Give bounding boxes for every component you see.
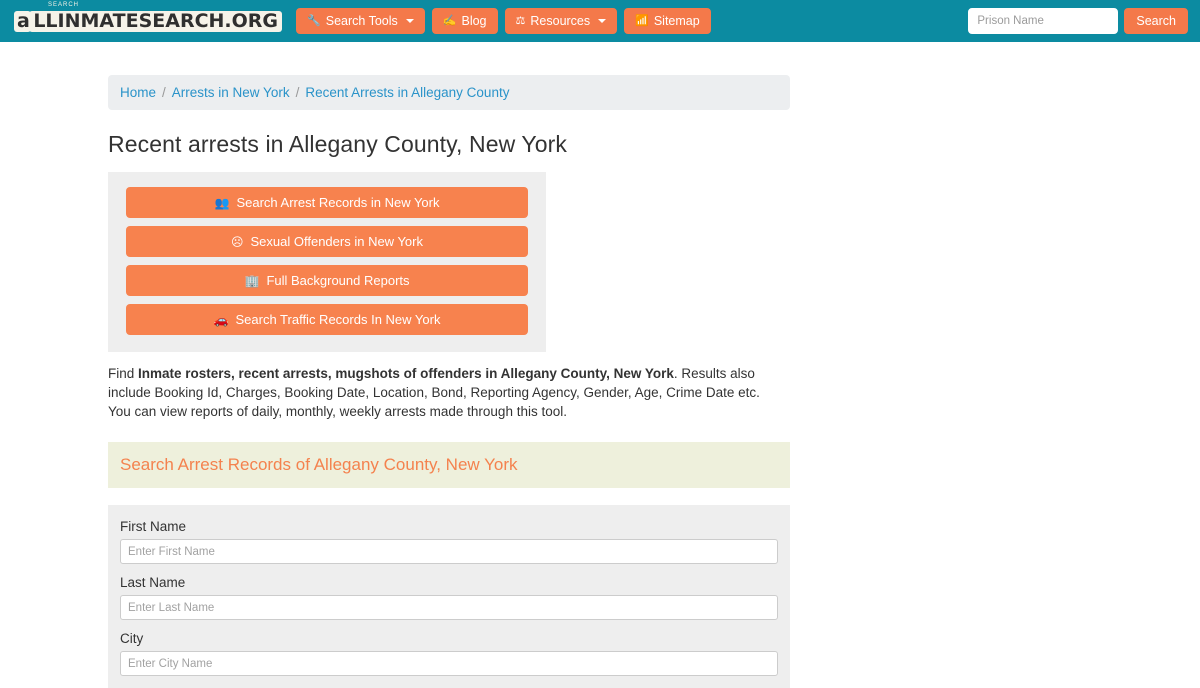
page-title: Recent arrests in Allegany County, New York xyxy=(108,131,567,157)
prison-name-search-input[interactable] xyxy=(968,8,1118,34)
wrench-icon: 🔧 xyxy=(307,14,321,27)
sexual-offenders-button[interactable] xyxy=(126,226,528,257)
city-input[interactable] xyxy=(120,651,778,676)
nav-resources-button[interactable] xyxy=(505,8,618,35)
lead-paragraph xyxy=(108,364,782,421)
breadcrumb-separator: / xyxy=(162,85,166,100)
breadcrumb-item-home[interactable]: Home xyxy=(120,85,157,100)
nav-button-label: Blog xyxy=(461,13,487,28)
sad-face-icon: ☹ xyxy=(231,234,244,249)
users-icon: 👥 xyxy=(214,195,230,210)
last-name-input[interactable] xyxy=(120,595,778,620)
rss-icon: 📶 xyxy=(635,14,649,27)
navbar-search xyxy=(968,8,1188,34)
site-logo[interactable] xyxy=(12,0,282,42)
logo-wordmark: LLINMATESEARCH.ORG xyxy=(29,11,282,32)
full-background-reports-button[interactable] xyxy=(126,265,528,296)
breadcrumb xyxy=(108,75,790,110)
first-name-input[interactable] xyxy=(120,539,778,564)
blog-icon: ✍ xyxy=(442,14,457,27)
car-icon: 🚗 xyxy=(213,312,229,327)
last-name-label: Last Name xyxy=(120,575,186,590)
search-traffic-records-button[interactable] xyxy=(126,304,528,335)
search-arrest-records-button[interactable] xyxy=(126,187,528,218)
nav-blog-button[interactable] xyxy=(432,8,498,35)
breadcrumb-item-recent-arrests[interactable]: Recent Arrests in Allegany County xyxy=(305,85,510,100)
logo-letter-a: a xyxy=(14,11,31,32)
resources-icon: ⚖ xyxy=(515,14,526,27)
cta-label: Search Arrest Records in New York xyxy=(236,195,440,210)
nav-search-tools-button[interactable] xyxy=(296,8,425,35)
logo-text xyxy=(12,11,282,32)
chevron-down-icon xyxy=(598,19,606,23)
cta-panel xyxy=(108,172,546,352)
nav-button-label: Sitemap xyxy=(653,13,700,28)
cta-label: Search Traffic Records In New York xyxy=(235,312,441,327)
cta-label: Full Background Reports xyxy=(266,273,410,288)
first-name-label: First Name xyxy=(120,519,187,534)
city-label: City xyxy=(120,631,144,646)
chevron-down-icon xyxy=(406,19,414,23)
breadcrumb-separator: / xyxy=(295,85,300,100)
navbar-search-button[interactable]: Search xyxy=(1124,8,1188,34)
main-content xyxy=(108,42,790,688)
arrest-records-search-form xyxy=(108,505,790,688)
cta-label: Sexual Offenders in New York xyxy=(250,234,423,249)
nav-button-label: Resources xyxy=(530,13,591,28)
section-heading: Search Arrest Records of Allegany County, New York xyxy=(108,442,790,488)
lead-bold: Inmate rosters, recent arrests, mugshots of offenders in Allegany County, New York xyxy=(138,366,674,381)
nav-sitemap-button[interactable] xyxy=(624,8,711,35)
lead-prefix: Find xyxy=(108,366,139,381)
nav-button-label: Search Tools xyxy=(325,13,398,28)
building-icon: 🏢 xyxy=(244,273,260,288)
lead-suffix: . Results also include Booking Id, Charges, Booking Date, Location, Bond, Reporting Agency, Gender, Age, Crime Date etc. You can view reports of daily, monthly, weekly arrests made through this tool. xyxy=(108,366,760,419)
top-navbar xyxy=(0,0,1200,42)
navbar-buttons xyxy=(296,8,711,35)
breadcrumb-item-arrests-new-york[interactable]: Arrests in New York xyxy=(171,85,290,100)
logo-tagline: SEARCH xyxy=(48,2,80,8)
